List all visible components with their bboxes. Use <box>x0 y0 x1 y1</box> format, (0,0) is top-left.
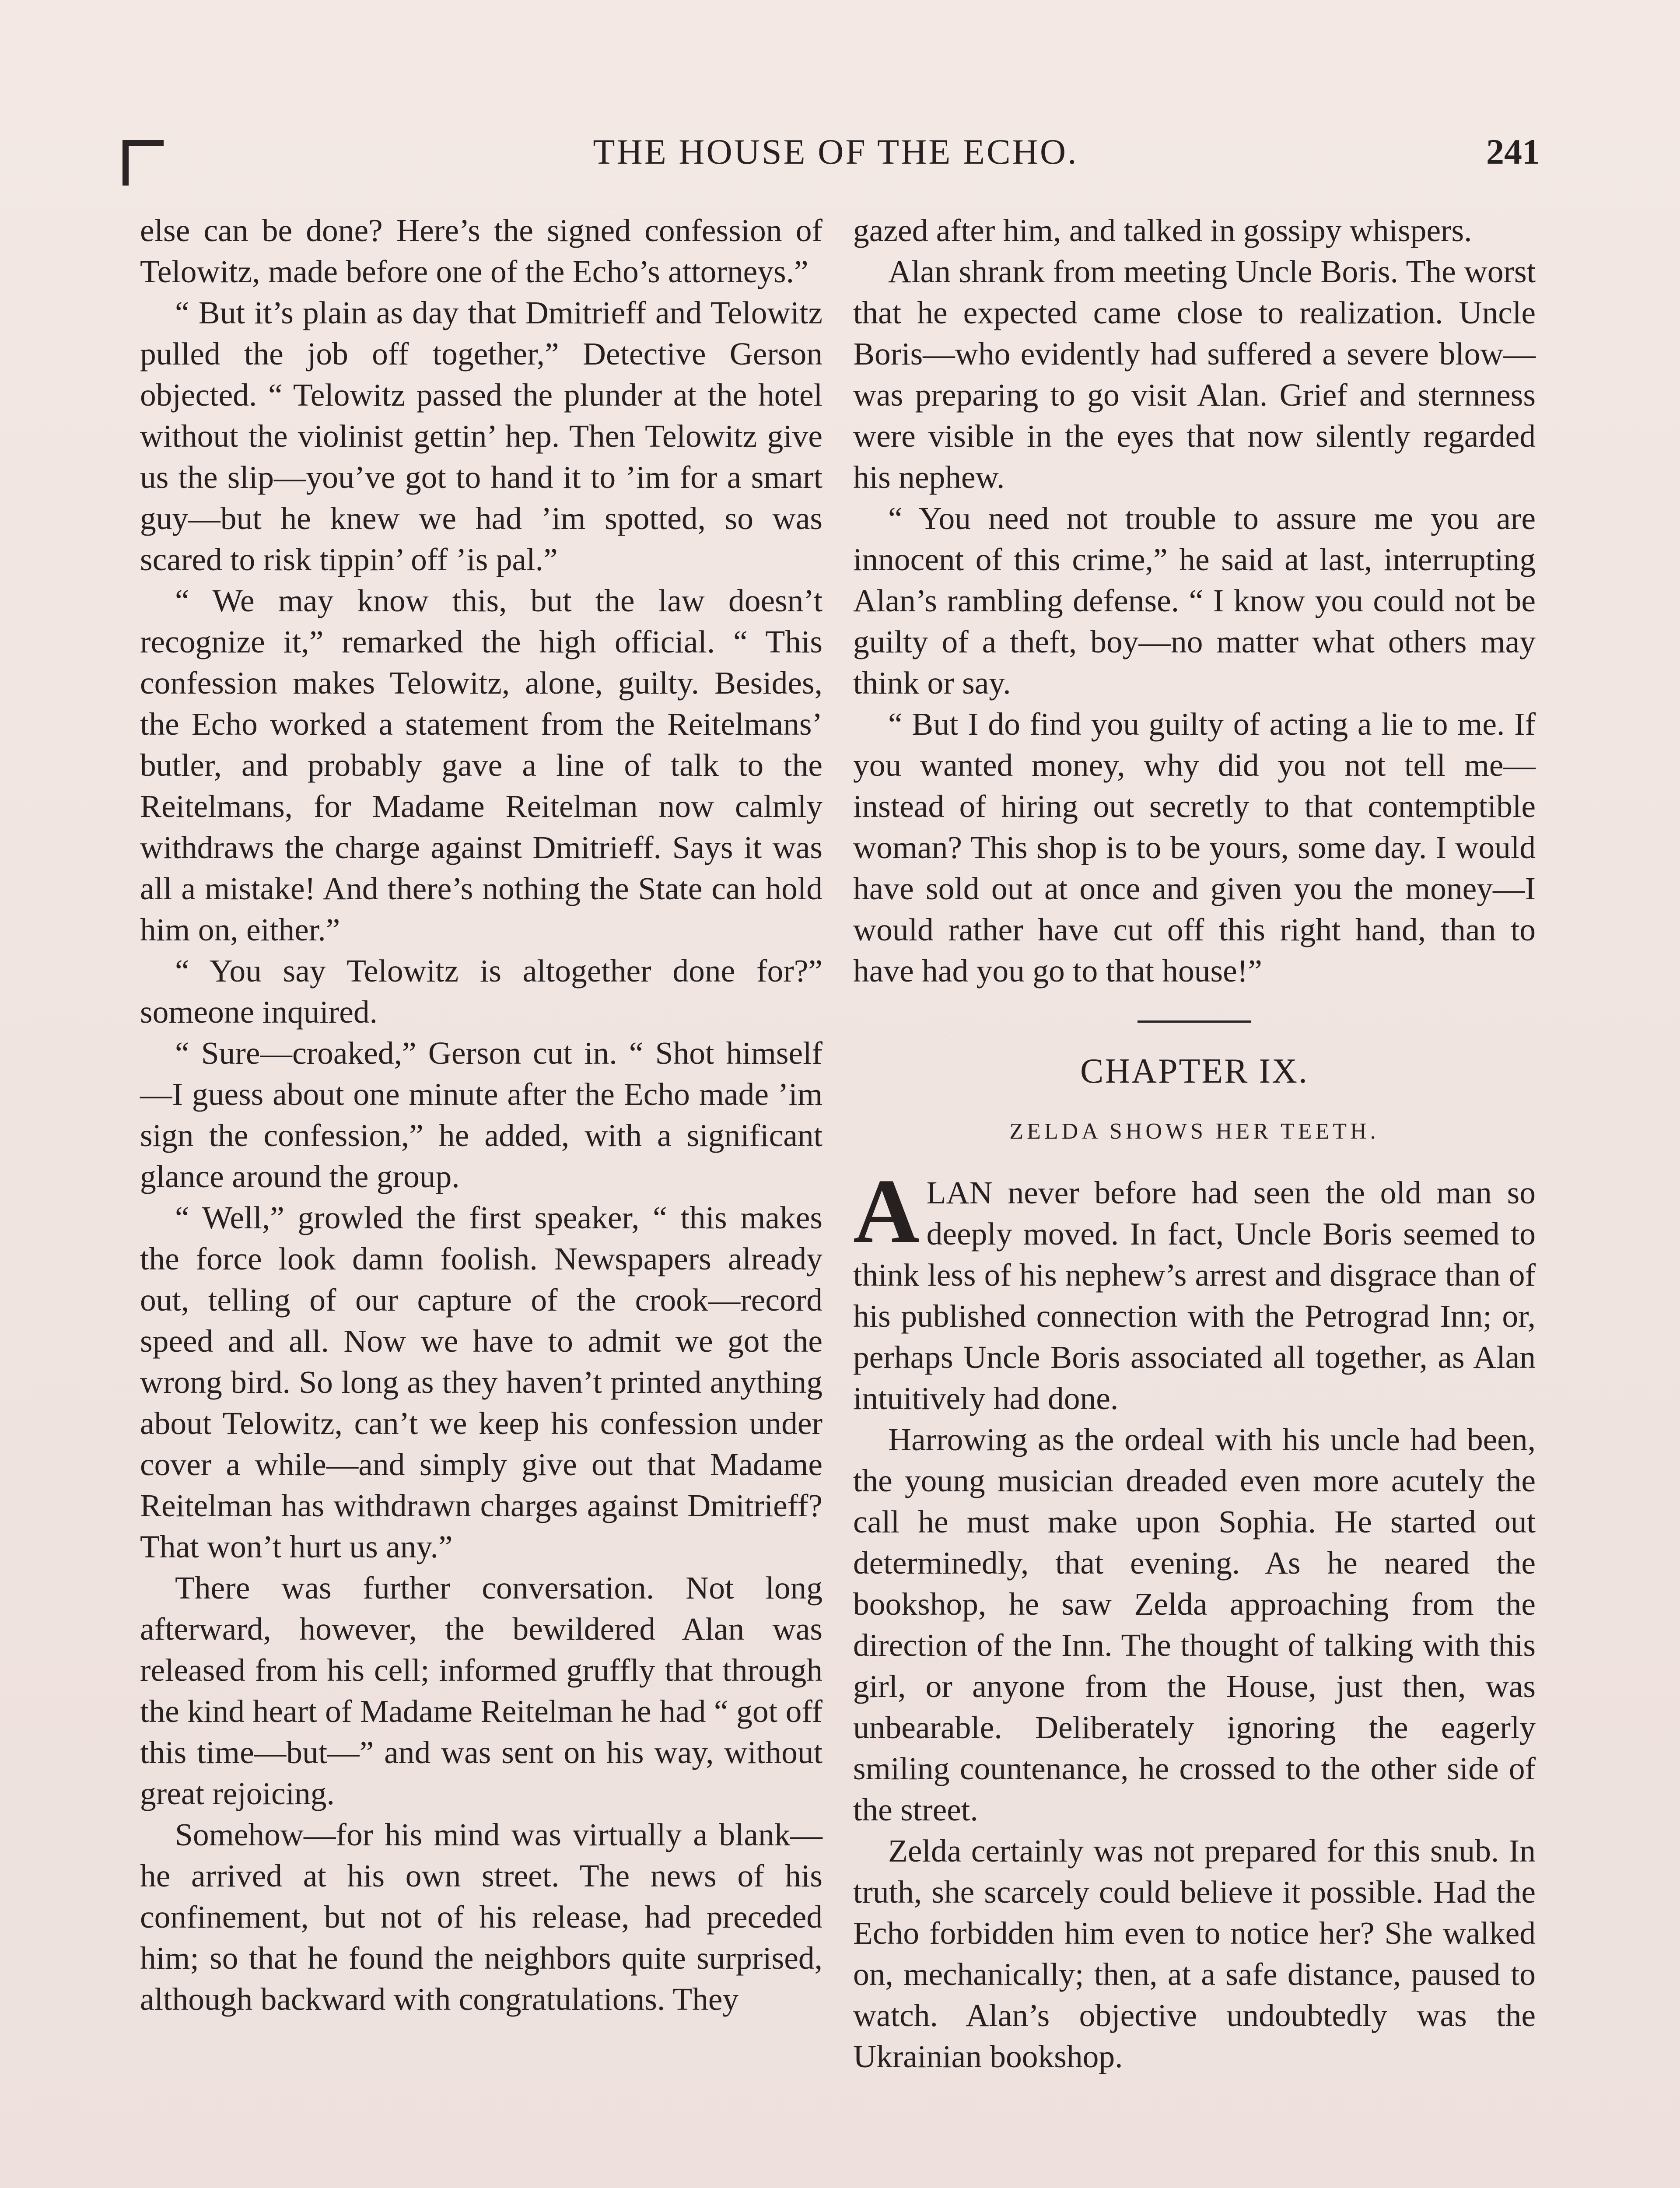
paragraph: “ But it’s plain as day that Dmitrieff and Telowitz pulled the job off together,” Detective Gerson objected. “ Telowitz passed the plunder at the hotel without the violinist gettin’ hep. Then Telowitz give us the slip—you’ve got to hand it to ’im for a smart guy—but he knew we had ’im spotted, so was scared to risk tippin’ off ’is pal.” <box>140 295 822 577</box>
paragraph: There was further conversation. Not long afterward, however, the bewildered Alan was released from his cell; informed gruffly that through the kind heart of Madame Reitelman he had “ got off this time—but—” and was sent on his way, without great rejoicing. <box>140 1570 822 1811</box>
page-number: 241 <box>1486 132 1540 172</box>
paragraph: Somehow—for his mind was virtually a blank—he arrived at his own street. The news of his confinement, but not of his release, had preceded him; so that he found the neighbors quite surprised, although backward with congratulations. They <box>140 1817 822 2017</box>
paragraph: Harrowing as the ordeal with his uncle had been, the young musician dreaded even more acutely the call he must make upon Sophia. He started out determinedly, that evening. As he neared the bookshop, he saw Zelda approaching from the direction of the Inn. The thought of talking with this girl, or anyone from the House, just then, was unbearable. Deliberately ignoring the eagerly smiling countenance, he crossed to the other side of the street. <box>853 1422 1536 1827</box>
paragraph: “ Well,” growled the first speaker, “ this makes the force look damn foolish. Newspapers already out, telling of our capture of the crook—record speed and all. Now we have to admit we got the wrong bird. So long as they haven’t printed anything about Telowitz, can’t we keep his confession under cover a while—and simply give out that Madame Reitelman has withdrawn charges against Dmitrieff? That won’t hurt us any.” <box>140 1200 822 1564</box>
chapter-subtitle: ZELDA SHOWS HER TEETH. <box>1009 1119 1379 1144</box>
page-header <box>131 131 1540 188</box>
left-column <box>140 210 822 2020</box>
paragraph: “ You say Telowitz is altogether done for?” someone inquired. <box>140 953 822 1030</box>
right-column <box>853 210 1536 2077</box>
paragraph: “ Sure—croaked,” Gerson cut in. “ Shot himself—I guess about one minute after the Echo made ’im sign the confession,” he added, with a significant glance around the group. <box>140 1035 822 1194</box>
paragraph: “ We may know this, but the law doesn’t recognize it,” remarked the high official. “ This confession makes Telowitz, alone, guilty. Besides, the Echo worked a statement from the Reitelmans’ butler, and probably gave a line of talk to the Reitelmans, for Madame Reitelman now calmly withdraws the charge against Dmitrieff. Says it was all a mistake! And there’s nothing the State can hold him on, either.” <box>140 583 822 947</box>
chapter-title: CHAPTER IX. <box>1080 1052 1309 1090</box>
paragraph: Alan shrank from meeting Uncle Boris. The worst that he expected came close to realization. Uncle Boris—who evidently had suffered a severe blow—was preparing to go visit Alan. Grief and sternness were visible in the eyes that now silently regarded his nephew. <box>853 254 1536 495</box>
opening-text: LAN never before had seen the old man so deeply moved. In fact, Uncle Boris seemed to think less of his nephew’s arrest and disgrace than of his published connection with the Petrograd Inn; or, perhaps Uncle Boris associated all together, as Alan intuitively had done. <box>853 1175 1536 1416</box>
running-title: THE HOUSE OF THE ECHO. <box>593 132 1078 172</box>
section-divider <box>1138 1020 1251 1023</box>
drop-cap: A <box>853 1161 920 1262</box>
paragraph: Zelda certainly was not prepared for this snub. In truth, she scarcely could believe it possible. Had the Echo forbidden him even to notice her? She walked on, mechanically; then, at a safe distance, paused to watch. Alan’s objective undoubtedly was the Ukrainian bookshop. <box>853 1833 1536 2074</box>
paragraph: else can be done? Here’s the signed confession of Telowitz, made before one of the Echo’s attorneys.” <box>140 213 822 289</box>
paragraph: gazed after him, and talked in gossipy whispers. <box>853 213 1472 248</box>
paragraph: “ You need not trouble to assure me you are innocent of this crime,” he said at last, interrupting Alan’s rambling defense. “ I know you could not be guilty of a theft, boy—no matter what others may think or say. <box>853 501 1536 701</box>
paragraph: “ But I do find you guilty of acting a lie to me. If you wanted money, why did you not tell me—instead of hiring out secretly to that contemptible woman? This shop is to be yours, some day. I would have sold out at once and given you the money—I would rather have cut off this right hand, than to have had you go to that house!” <box>853 706 1536 989</box>
chapter-opening-paragraph <box>853 1161 1536 1419</box>
